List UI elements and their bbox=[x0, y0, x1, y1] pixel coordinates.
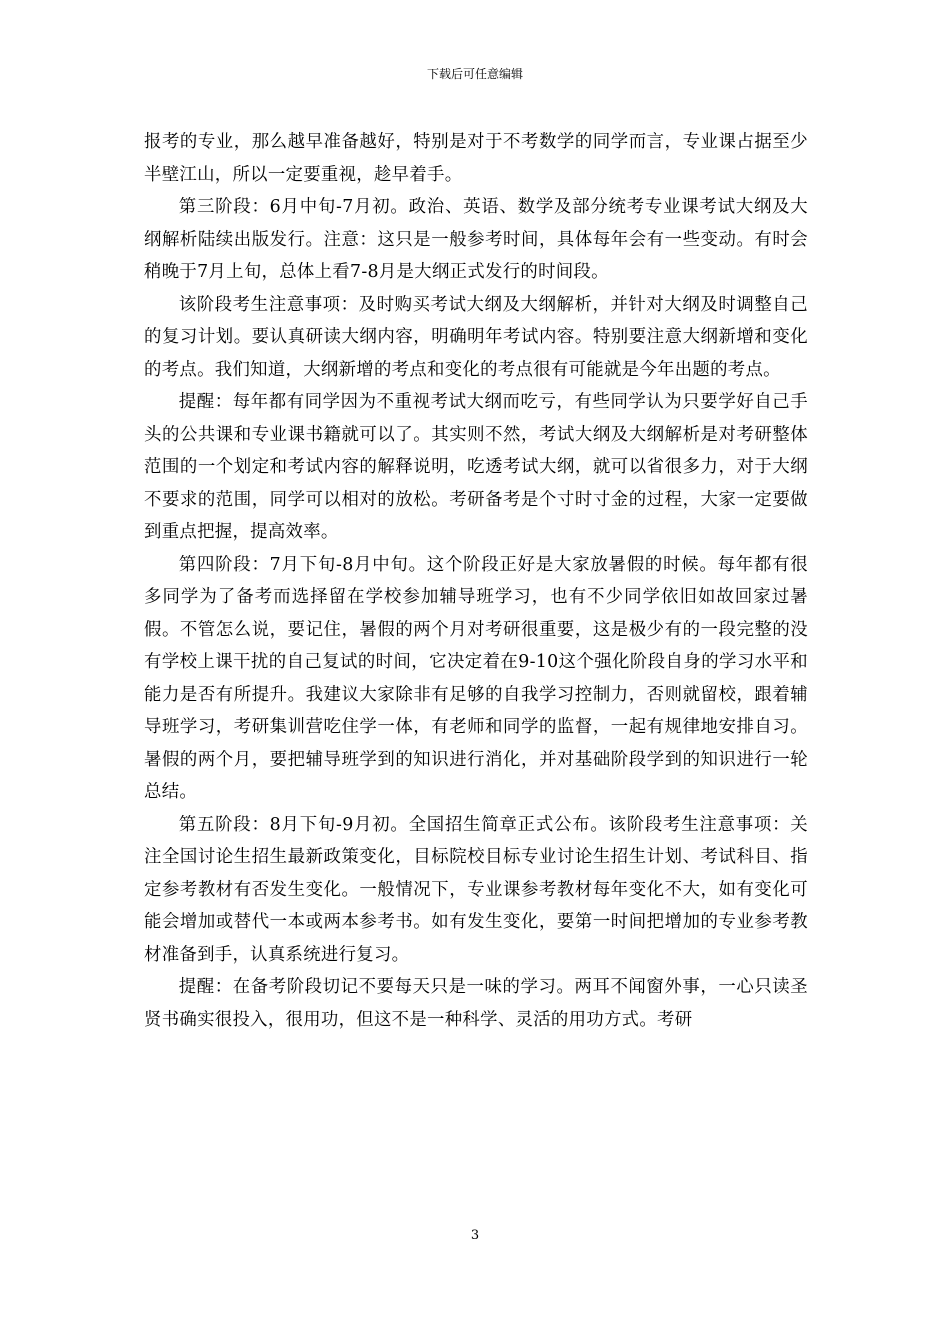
paragraph-stage-five: 第五阶段：8月下旬-9月初。全国招生简章正式公布。该阶段考生注意事项：关注全国讨论生招生最新政策变化，目标院校目标专业讨论生招生计划、考试科目、指定参考教材有否发生变化。一般情况下，专业课参考教材每年变化不大，如有变化可能会增加或替代一本或两本参考书。如有发生变化，要第一时间把增加的专业参考教材准备到手，认真系统进行复习。 bbox=[144, 814, 808, 965]
paragraph-reminder-study: 提醒：在备考阶段切记不要每天只是一味的学习。两耳不闻窗外事，一心只读圣贤书确实很投入，很用功，但这不是一种科学、灵活的用功方式。考研 bbox=[144, 977, 808, 1030]
paragraph-stage-three: 第三阶段：6月中旬-7月初。政治、英语、数学及部分统考专业课考试大纲及大纲解析陆续出版发行。注意：这只是一般参考时间，具体每年会有一些变动。有时会稍晚于7月上旬，总体上看7-8月是大纲正式发行的时间段。 bbox=[144, 197, 808, 282]
paragraph-reminder-syllabus: 提醒：每年都有同学因为不重视考试大纲而吃亏，有些同学认为只要学好自己手头的公共课和专业课书籍就可以了。其实则不然，考试大纲及大纲解析是对考研整体范围的一个划定和考试内容的解释说明，吃透考试大纲，就可以省很多力，对于大纲不要求的范围，同学可以相对的放松。考研备考是个寸时寸金的过程，大家一定要做到重点把握，提高效率。 bbox=[144, 392, 808, 542]
document-body bbox=[144, 126, 808, 1036]
paragraph-stage-three-notes: 该阶段考生注意事项：及时购买考试大纲及大纲解析，并针对大纲及时调整自己的复习计划。要认真研读大纲内容，明确明年考试内容。特别要注意大纲新增和变化的考点。我们知道，大纲新增的考点和变化的考点很有可能就是今年出题的考点。 bbox=[144, 294, 808, 380]
paragraph-continuation: 报考的专业，那么越早准备越好，特别是对于不考数学的同学而言，专业课占据至少半壁江山，所以一定要重视，趁早着手。 bbox=[144, 132, 808, 185]
paragraph-stage-four: 第四阶段：7月下旬-8月中旬。这个阶段正好是大家放暑假的时候。每年都有很多同学为了备考而选择留在学校参加辅导班学习，也有不少同学依旧如故回家过暑假。不管怎么说，要记住，暑假的两个月对考研很重要，这是极少有的一段完整的没有学校上课干扰的自己复试的时间，它决定着在9-10这个强化阶段自身的学习水平和能力是否有所提升。我建议大家除非有足够的自我学习控制力，否则就留校，跟着辅导班学习，考研集训营吃住学一体，有老师和同学的监督，一起有规律地安排自习。暑假的两个月，要把辅导班学到的知识进行消化，并对基础阶段学到的知识进行一轮总结。 bbox=[144, 554, 808, 802]
page-number: 3 bbox=[470, 1228, 480, 1243]
page-header: 下载后可任意编辑 bbox=[426, 67, 523, 81]
